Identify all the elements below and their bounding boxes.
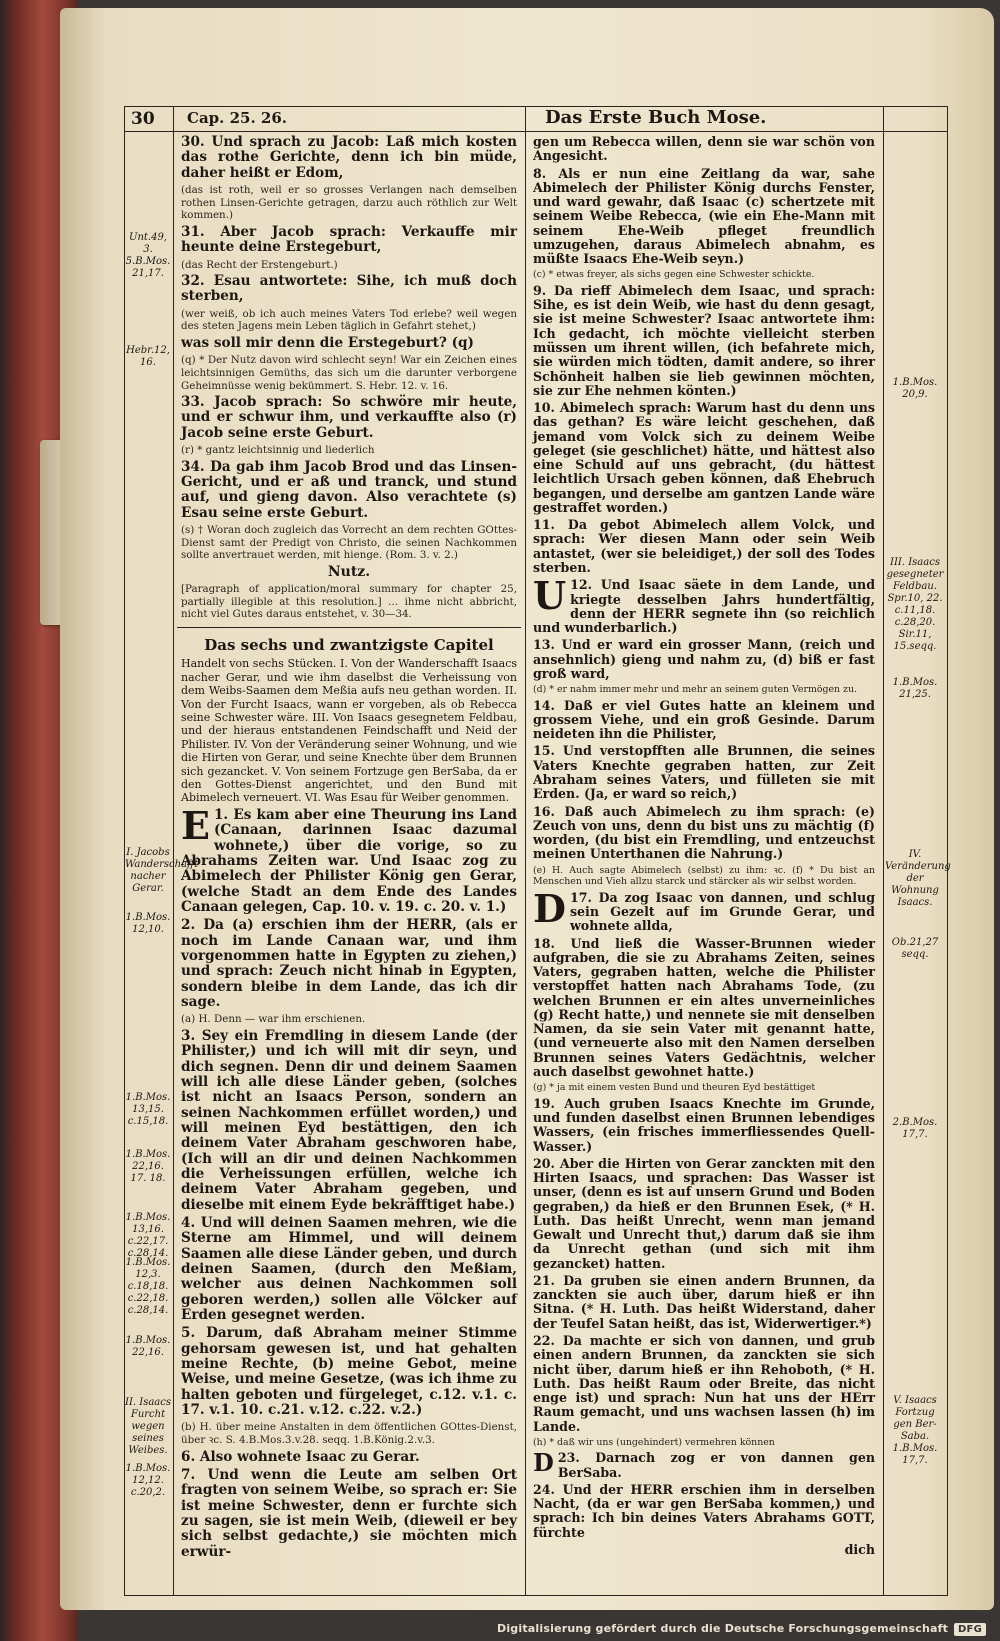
dfg-logo: DFG — [954, 1623, 986, 1636]
drop-cap: D — [533, 885, 566, 931]
verse-3: 3. Sey ein Fremdling in diesem Lande (der Philister,) und ich will mit dir seyn, und dich segnen. Denn dir und deinem Saamen will ich alle diese Länder geben, (solches ist nicht an Isaacs Person, sondern an seinen Nachkommen erfüllet worden,) und will meinen Eyd bestättigen, den ich deinem Vater Abraham geschworen habe, (Ich will an dir und deinen Nachkommen die Verheissungen erfüllen, welche ich deinem Vater Abraham gegeben, und dieselbe mit einem Eyde bekräfftiget habe.) — [181, 1027, 517, 1213]
drop-cap: D — [533, 1448, 554, 1478]
footnote-ef: (e) H. Auch sagte Abimelech (selbst) zu ihm: ꝛc. (f) * Du bist an Menschen und Vieh allzu starck und stärcker als wir selbst worden. — [533, 864, 875, 888]
column-divider — [525, 107, 526, 1595]
page-number: 30 — [131, 109, 155, 129]
margin-note: 1.B.Mos. 12,12. c.20,2. — [125, 1463, 171, 1498]
verse-23: 23. Darnach zog er von dannen gen BerSaba. — [557, 1450, 875, 1480]
running-header — [125, 107, 947, 131]
verse-14: 14. Daß er viel Gutes hatte an kleinem und grossem Viehe, und ein groß Gesinde. Darum neideten ihn die Philister, — [533, 697, 875, 742]
margin-note: I. Jacobs Wanderschafft nacher Gerar. — [125, 847, 199, 894]
verse-33: 33. Jacob sprach: So schwöre mir heute, und er schwur ihm, und verkauffte also (r) Jacob seine erste Geburt. — [181, 394, 517, 441]
right-text-column — [533, 135, 875, 1560]
margin-note: IV. Veränderung der Wohnung Isaacs. — [885, 849, 951, 908]
margin-note: 1.B.Mos. 20,9. — [892, 377, 938, 400]
verse-24: 24. Und der HERR erschien ihm in derselben Nacht, (da er war gen BerSaba kommen,) und sprach: Ich bin deines Vaters Abrahams GOTT, fürchte — [533, 1481, 875, 1540]
verse-32: 32. Esau antwortete: Sihe, ich muß doch sterben, — [181, 273, 517, 305]
margin-note: 1.B.Mos. 22,16. 17. 18. — [125, 1149, 171, 1184]
gloss-32: (wer weiß, ob ich auch meines Vaters Tod erlebe? weil wegen des steten Jagens mein Leben täglich in Gefahrt stehet,) — [181, 307, 517, 333]
verse-2: 2. Da (a) erschien ihm der HERR, (als er noch im Lande Canaan war, und ihm vorgenommen hatte in Egypten zu ziehen,) und sprach: Zeuch nicht hinab in Egypten, sondern bleibe in dem Lande, das ich dir sage. — [181, 917, 517, 1010]
chapter-heading: Das sechs und zwantzigste Capitel — [204, 636, 494, 654]
gloss-30: (das ist roth, weil er so grosses Verlangen nach demselben rothen Linsen-Gerichte getragen, darzu auch röthlich zur Welt kommen.) — [181, 184, 517, 222]
credit-text: Digitalisierung gefördert durch die Deutsche Forschungsgemeinschaft — [496, 1622, 949, 1635]
margin-note: Hebr.12, 16. — [126, 345, 170, 368]
verse-12: 12. Und Isaac säete in dem Lande, und kriegte desselben Jahrs hundertfältig, denn der HERR segnete ihn (so reichlich und wunderbarlich.) — [533, 577, 875, 636]
footnote-g: (g) * ja mit einem vesten Bund und theuren Eyd bestättiget — [533, 1082, 816, 1094]
margin-note: 1.B.Mos. 22,16. — [125, 1335, 171, 1358]
verse-16: 16. Daß auch Abimelech zu ihm sprach: (e) Zeuch von uns, denn du bist uns zu mächtig (f) worden, (du bist ein Fremdling, und entzeuchst meinen Unterthanen die Nahrung.) — [533, 803, 875, 862]
left-text-column — [181, 135, 517, 1563]
right-margin-rule — [883, 107, 884, 1595]
margin-note: II. Isaacs Furcht wegen seines Weibes. — [125, 1397, 171, 1456]
verse-7: 7. Und wenn die Leute am selben Ort fragten von seinem Weibe, so sprach er: Sie ist meine Schwester, denn er furchte sich zu sagen, sie ist mein Weib, (dieweil er bey sich selbst gedachte,) sie möchten mich erwür- — [181, 1467, 517, 1560]
footnote-d: (d) * er nahm immer mehr und mehr an seinem guten Vermögen zu. — [533, 684, 858, 696]
verse-15: 15. Und verstopfften alle Brunnen, die seines Vaters Knechte gegraben hatten, zur Zeit Abraham seines Vaters, und fülleten sie mit Erden. (Ja, er ward so reich,) — [533, 743, 875, 802]
section-rule — [177, 627, 521, 628]
footnote-r: (r) * gantz leichtsinnig und liederlich — [181, 444, 375, 457]
verse-32-end: was soll mir denn die Erstegeburt? (q) — [181, 334, 474, 351]
footnote-q: (q) * Der Nutz davon wird schlecht seyn! War ein Zeichen eines leichtsinnigen Gemüths, das sich um die darunter verborgene Geheimnüsse wenig bekümmert. S. Hebr. 12. v. 16. — [181, 354, 517, 392]
margin-note: 1.B.Mos. 12,3. c.18,18. c.22,18. c.28,14. — [125, 1257, 171, 1316]
margin-note: Unt.49, 3. 5.B.Mos. 21,17. — [125, 232, 171, 279]
margin-note: 1.B.Mos. 13,15. c.15,18. — [125, 1092, 171, 1127]
book-title: Das Erste Buch Mose. — [545, 107, 767, 128]
verse-4: 4. Und will deinen Saamen mehren, wie die Sterne am Himmel, und will deinem Saamen alle diese Länder geben, und durch deinen Saamen, (durch den Meßiam, welcher aus deinen Nachkommen soll geboren werden,) sollen alle Völcker auf Erden gesegnet werden. — [181, 1215, 517, 1324]
margin-note: 1.B.Mos. 13,16. c.22,17. c.28,14. — [125, 1212, 171, 1259]
footnote-b: (b) H. über meine Anstalten in dem öffentlichen GOttes-Dienst, über ꝛc. S. 4.B.Mos.3.v.28. seqq. 1.B.König.2.v.3. — [181, 1421, 517, 1447]
verse-34: 34. Da gab ihm Jacob Brod und das Linsen-Gericht, und er aß und tranck, und stund auf, und gieng davon. Also verachtete (s) Esau seine erste Geburt. — [181, 458, 517, 521]
text-frame — [124, 106, 951, 1596]
verse-9: 9. Da rieff Abimelech dem Isaac, und sprach: Sihe, es ist dein Weib, wie hast du denn gesagt, sie ist meine Schwester? Isaac antwortete ihm: Ich gedacht, ich möchte vielleicht sterben müssen um ihrent willen, (ich befahrete mich, sie würden mich tödten, damit andere, so ihrer Schönheit halben sie lieb gewinnen möchten, sie zur Ehe nehmen könten.) — [533, 282, 875, 398]
drop-cap: U — [533, 573, 567, 619]
chapter-reference: Cap. 25. 26. — [187, 109, 288, 127]
verse-13: 13. Und er ward ein grosser Mann, (reich und ansehnlich) gieng und nahm zu, (d) biß er fast groß ward, — [533, 637, 875, 681]
verse-1: 1. Es kam aber eine Theurung ins Land (Canaan, darinnen Isaac dazumal wohnete,) über die vorige, so zu Abrahams Zeiten war. Und Isaac zog zu Abimelech der Philister König gen Gerar, (welche Stadt an dem Ende des Landes Canaan gelegen, Cap. 10. v. 19. c. 20. v. 1.) — [181, 806, 517, 915]
nutz-text: [Paragraph of application/moral summary for chapter 25, partially illegible at this resolution.] … ihme nicht abbricht, nicht viel Gutes daraus entstehet, v. 30—34. — [181, 583, 517, 621]
verse-20: 20. Aber die Hirten von Gerar zanckten mit den Hirten Isaacs, und sprachen: Das Wasser ist unser, (denn es ist auf unsern Grund und Boden gegraben,) da hieß er den Brunnen Esek, (* H. Luth. Das heißt Unrecht, wenn man jemand Gewalt und Unrecht thut,) darum daß sie ihm da Unrecht gethan (und sich mit ihm gezancket) hatten. — [533, 1155, 875, 1271]
verse-6: 6. Also wohnete Isaac zu Gerar. — [181, 1448, 420, 1465]
verse-21: 21. Da gruben sie einen andern Brunnen, da zanckten sie auch über, darum hieß er ihn Sitna. (* H. Luth. Das heißt Widerstand, daher der Teufel Satan heißt, das ist, Widerwertiger.*) — [533, 1272, 875, 1331]
footnote-a: (a) H. Denn — war ihm erschienen. — [181, 1013, 366, 1026]
margin-note: Ob.21,27 seqq. — [891, 937, 939, 960]
verse-31: 31. Aber Jacob sprach: Verkauffe mir heunte deine Erstegeburt, — [181, 223, 517, 256]
verse-7-continued: gen um Rebecca willen, denn sie war schön von Angesicht. — [533, 134, 875, 164]
digitization-credit — [497, 1622, 986, 1636]
header-rule — [125, 131, 947, 132]
footnote-c: (c) * etwas freyer, als sichs gegen eine Schwester schickte. — [533, 269, 815, 281]
verse-19: 19. Auch gruben Isaacs Knechte im Grunde, und funden daselbst einen Brunnen lebendiges Wassers, (ein frisches immerfliessendes Quell-Wasser.) — [533, 1095, 875, 1154]
margin-note: 1.B.Mos. 21,25. — [892, 677, 938, 700]
nutz-heading: Nutz. — [327, 563, 371, 580]
margin-note: III. Isaacs gesegneter Feldbau. Spr.10, 22. c.11,18. c.28,20. Sir.11, 15.seqq. — [886, 557, 944, 652]
verse-17: 17. Da zog Isaac von dannen, und schlug sein Gezelt auf im Grunde Gerar, und wohnete allda, — [569, 889, 875, 934]
catchword: dich — [844, 1542, 875, 1558]
verse-22: 22. Da machte er sich von dannen, und grub einen andern Brunnen, da zanckten sie sich nicht über, darum hieß er ihn Rehoboth, (* H. Luth. Das heißt Raum oder Breite, das nicht enge ist) und sprach: Nun hat uns der HErr Raum gemacht, und uns wachsen lassen (h) im Lande. — [533, 1333, 875, 1434]
left-margin-rule — [173, 107, 174, 1595]
drop-cap: E — [181, 802, 210, 848]
verse-18: 18. Und ließ die Wasser-Brunnen wieder aufgraben, die sie zu Abrahams Zeiten, seines Vaters, gegraben hatten, welche die Philister verstopffet hatten nach Abrahams Tode, (zu welchen Brunnen er ein altes unverneinliches (g) Recht hatte,) und nennete sie mit denselben Namen, da sie sein Vater mit genannt hatte, (und verneuerte also mit den Namen derselben Brunnen seines Vaters Gedächtnis, welcher auch daselbst gewohnet hatte.) — [533, 935, 875, 1079]
margin-note: 1.B.Mos. 12,10. — [125, 912, 171, 935]
margin-note: V. Isaacs Fortzug gen Ber-Saba. 1.B.Mos. 17,7. — [892, 1395, 938, 1466]
gloss-31: (das Recht der Erstengeburt.) — [181, 258, 338, 271]
verse-10: 10. Abimelech sprach: Warum hast du denn uns das gethan? Es wäre leicht geschehen, daß jemand vom Volck sich zu deinem Weibe geleget (sie geschlichet) hätte, und hättest also eine Schuld auf uns gebracht, (du hättest leichtlich Ursach geben können, daß Ehebruch begangen, und derselbe am gantzen Lande wäre gestraffet worden.) — [533, 400, 875, 515]
chapter-summary: Handelt von sechs Stücken. I. Von der Wanderschafft Isaacs nacher Gerar, und wie ihm daselbst die Verheissung von dem Weibs-Saamen dem Meßia aufs neu gethan worden. II. Von der Furcht Isaacs, wann er vorgeben, als ob Rebecca seine Schwester wäre. III. Von Isaacs gesegnetem Feldbau, und der hieraus entstandenen Feindschafft und Neid der Philister. IV. Von der Veränderung seiner Wohnung, und wie die Hirten von Gerar, und seine Knechte über dem Brunnen sich gezancket. V. Von seinem Fortzuge gen BerSaba, da er den Gottes-Dienst angerichtet, und den Bund mit Abimelech verneuert. VI. Was Esau für Weiber genommen. — [181, 657, 517, 805]
verse-11: 11. Da gebot Abimelech allem Volck, und sprach: Wer diesen Mann oder sein Weib antastet, (wer sie beleidiget,) der soll des Todes sterben. — [533, 517, 875, 575]
verse-30: 30. Und sprach zu Jacob: Laß mich kosten das rothe Gerichte, denn ich bin müde, daher heißt er Edom, — [181, 134, 517, 181]
footnote-s: (s) † Woran doch zugleich das Vorrecht an dem rechten GOttes-Dienst samt der Predigt von Christo, die seinen Nachkommen sollte anvertrauet werden, mit hienge. (Rom. 3. v. 2.) — [181, 524, 517, 562]
verse-8: 8. Als er nun eine Zeitlang da war, sahe Abimelech der Philister König durchs Fenster, und ward gewahr, daß Isaac (c) schertzete mit seinem Weibe Rebecca, (wie ein Ehe-Mann mit seinem Ehe-Weib pfleget freundlich umzugehen, daraus Abimelech abnahm, es müßte Isaacs Ehe-Weib seyn.) — [533, 165, 875, 267]
verse-5: 5. Darum, daß Abraham meiner Stimme gehorsam gewesen ist, und hat gehalten meine Rechte, (b) meine Gebot, meine Weise, und meine Gesetze, (was ich ihme zu halten geboten und fürgeleget, c.12. v.1. c. 17. v.1. 10. c.21. v.12. c.22. v.2.) — [181, 1325, 517, 1419]
footnote-h: (h) * daß wir uns (ungehindert) vermehren können — [533, 1436, 775, 1448]
margin-note: 2.B.Mos. 17,7. — [892, 1117, 938, 1140]
